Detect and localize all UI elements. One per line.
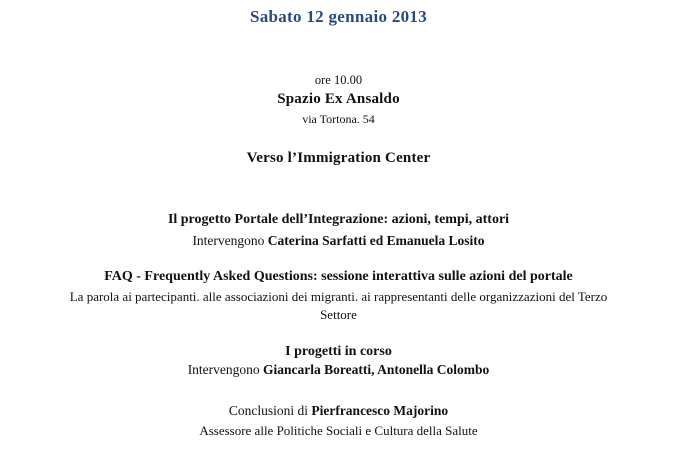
closing-prefix: Conclusioni di xyxy=(228,403,312,418)
venue-address: via Tortona. 54 xyxy=(302,112,375,126)
closing-remarks xyxy=(0,404,677,418)
speakers-prefix: Intervengono xyxy=(192,233,268,248)
date-heading: Sabato 12 gennaio 2013 xyxy=(249,7,428,26)
event-title: Verso l’Immigration Center xyxy=(246,150,431,166)
closing-speaker-role: Assessore alle Politiche Sociali e Cultura della Salute xyxy=(199,423,478,438)
closing-speaker: Pierfrancesco Majorino xyxy=(311,403,449,418)
section-3-speakers xyxy=(0,363,677,377)
speakers-prefix: Intervengono xyxy=(187,362,264,377)
section-1-title: Il progetto Portale dell’Integrazione: azioni, tempi, attori xyxy=(167,212,510,227)
section-2-description-line-1: La parola ai partecipanti. alle associazioni dei migranti. ai rappresentanti delle organizzazioni del Terzo xyxy=(69,289,608,304)
speakers-names: Caterina Sarfatti ed Emanuela Losito xyxy=(267,233,485,248)
section-1-speakers xyxy=(0,234,677,248)
event-time: ore 10.00 xyxy=(314,73,363,87)
venue-name: Spazio Ex Ansaldo xyxy=(277,91,400,107)
section-3-title: I progetti in corso xyxy=(285,344,392,359)
section-2-title: FAQ - Frequently Asked Questions: sessione interattiva sulle azioni del portale xyxy=(104,269,573,284)
speakers-names: Giancarla Boreatti, Antonella Colombo xyxy=(263,362,490,377)
section-2-description-line-2: Settore xyxy=(320,307,357,322)
